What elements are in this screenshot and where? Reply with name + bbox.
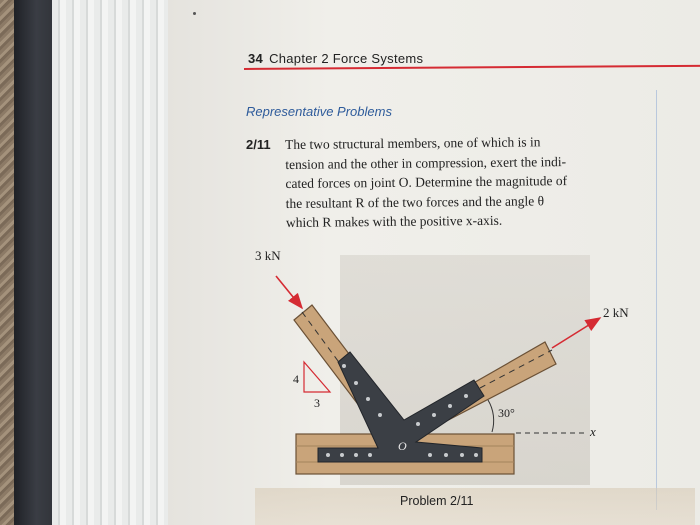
page-number: 34 [248, 51, 264, 66]
force-arrow-2kn [552, 318, 600, 348]
problem-line: cated forces on joint O. Determine the magnitude of [285, 173, 568, 191]
joint-label: O [398, 439, 407, 453]
slope-vertical-label: 4 [293, 372, 299, 386]
force-arrow-3kn [276, 276, 302, 308]
force-label-3kn: 3 kN [255, 248, 281, 263]
slope-horizontal-label: 3 [314, 396, 320, 410]
problem-line: The two structural members, one of which is in [285, 134, 541, 152]
problem-number: 2/11 [246, 137, 271, 152]
problem-line: which R makes with the positive x-axis. [285, 212, 503, 230]
slope-triangle [304, 362, 330, 392]
figure-caption: Problem 2/11 [400, 494, 474, 508]
force-label-2kn: 2 kN [603, 305, 629, 320]
angle-arc [488, 400, 494, 432]
angle-label: 30° [498, 406, 515, 420]
x-axis-label: x [590, 424, 596, 439]
section-title: Representative Problems [246, 104, 392, 119]
problem-line: tension and the other in compression, exert the indi- [285, 153, 567, 172]
problem-line: the resultant R of the two forces and the angle θ [285, 192, 545, 211]
chapter-title: Chapter 2 Force Systems [269, 51, 424, 66]
